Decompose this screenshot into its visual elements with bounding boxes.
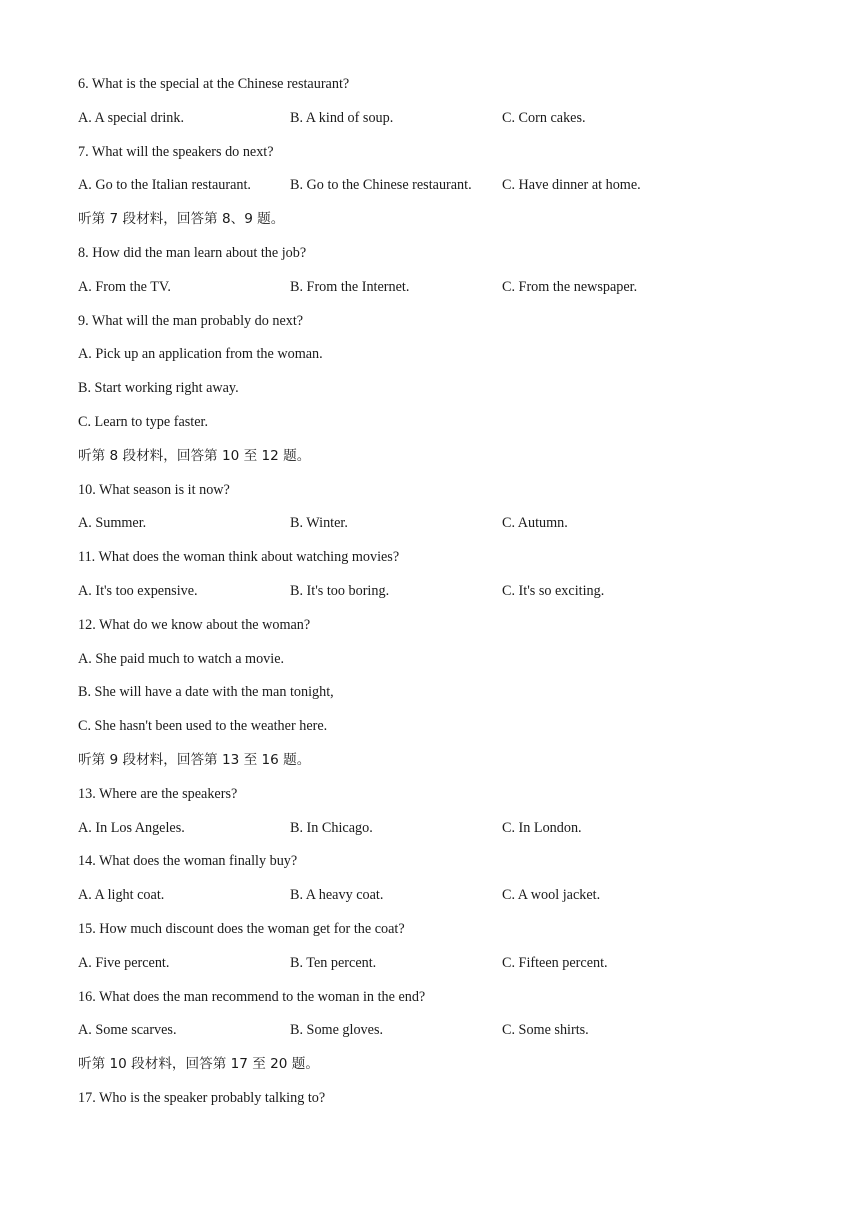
option-a: A. A special drink. (78, 109, 184, 126)
option-c: C. Have dinner at home. (502, 177, 641, 194)
option-b: B. It's too boring. (290, 582, 390, 599)
option-b: B. Go to the Chinese restaurant. (290, 177, 472, 194)
option-a: A. A light coat. (78, 887, 165, 904)
options-row-7 (78, 174, 798, 208)
option-b: B. Ten percent. (290, 954, 377, 971)
option-b: B. Winter. (290, 515, 348, 532)
options-row-16 (78, 1019, 798, 1053)
option-a: A. From the TV. (78, 278, 171, 295)
option-c: C. Fifteen percent. (502, 954, 608, 971)
option-9b: B. Start working right away. (78, 380, 239, 397)
section-instruction-7: 听第 7 段材料，回答第 8、9 题。 (78, 211, 285, 228)
question-13: 13. Where are the speakers? (78, 785, 238, 802)
option-c: C. In London. (502, 819, 582, 836)
option-c: C. Some shirts. (502, 1022, 589, 1039)
question-16: 16. What does the man recommend to the woman in the end? (78, 988, 426, 1005)
option-c: C. Autumn. (502, 515, 568, 532)
question-17: 17. Who is the speaker probably talking to? (78, 1089, 326, 1106)
option-b: B. Some gloves. (290, 1022, 384, 1039)
options-row-11 (78, 580, 798, 614)
option-c: C. Corn cakes. (502, 109, 586, 126)
question-11: 11. What does the woman think about watching movies? (78, 549, 400, 566)
option-b: B. A heavy coat. (290, 887, 384, 904)
question-7: 7. What will the speakers do next? (78, 143, 274, 160)
document-page (78, 73, 798, 1121)
question-14: 14. What does the woman finally buy? (78, 853, 298, 870)
question-12: 12. What do we know about the woman? (78, 616, 311, 633)
question-9: 9. What will the man probably do next? (78, 312, 304, 329)
question-8: 8. How did the man learn about the job? (78, 244, 307, 261)
options-row-10 (78, 512, 798, 546)
section-instruction-10: 听第 10 段材料，回答第 17 至 20 题。 (78, 1056, 319, 1073)
option-a: A. Summer. (78, 515, 147, 532)
option-a: A. It's too expensive. (78, 582, 198, 599)
option-9a: A. Pick up an application from the woman. (78, 346, 323, 363)
question-10: 10. What season is it now? (78, 481, 230, 498)
options-row-15 (78, 952, 798, 986)
question-6: 6. What is the special at the Chinese restaurant? (78, 76, 350, 92)
options-row-13 (78, 817, 798, 851)
option-a: A. Go to the Italian restaurant. (78, 177, 251, 194)
option-b: B. From the Internet. (290, 278, 410, 295)
option-12b: B. She will have a date with the man tonight, (78, 684, 334, 701)
options-row-14 (78, 884, 798, 918)
option-a: A. Five percent. (78, 954, 170, 971)
options-row-6 (78, 107, 798, 141)
option-9c: C. Learn to type faster. (78, 413, 209, 430)
options-row-8 (78, 276, 798, 310)
option-b: B. A kind of soup. (290, 109, 394, 126)
option-c: C. It's so exciting. (502, 582, 605, 599)
section-instruction-9: 听第 9 段材料，回答第 13 至 16 题。 (78, 751, 311, 768)
option-a: A. Some scarves. (78, 1022, 177, 1039)
option-b: B. In Chicago. (290, 819, 373, 836)
option-12c: C. She hasn't been used to the weather here. (78, 718, 328, 735)
option-a: A. In Los Angeles. (78, 819, 185, 836)
option-c: C. A wool jacket. (502, 887, 601, 904)
section-instruction-8: 听第 8 段材料，回答第 10 至 12 题。 (78, 447, 311, 464)
question-15: 15. How much discount does the woman get for the coat? (78, 920, 405, 937)
option-c: C. From the newspaper. (502, 278, 638, 295)
option-12a: A. She paid much to watch a movie. (78, 650, 285, 667)
